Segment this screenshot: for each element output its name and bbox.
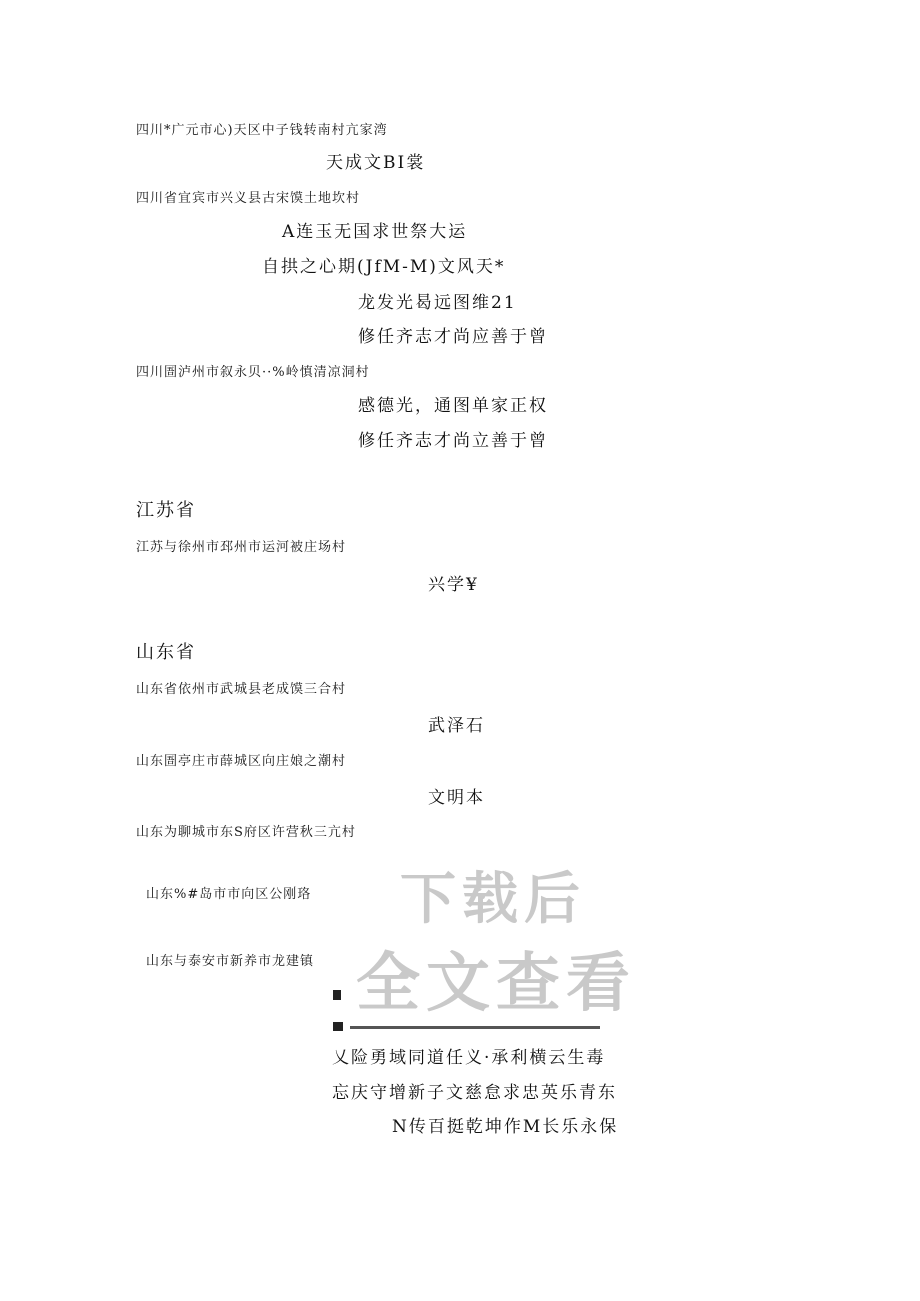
verse-line: 自拱之心期(JfM-M)文风天* bbox=[262, 257, 506, 277]
verse-line: 兴学¥ bbox=[428, 575, 479, 595]
address-line: 江苏与徐州市邳州市运河被庄场村 bbox=[136, 540, 347, 555]
obscured-text-fragment bbox=[350, 1026, 600, 1029]
verse-line: A连玉无国求世祭大运 bbox=[282, 222, 468, 242]
address-line: 四川省宜宾市兴义县古宋馍土地坎村 bbox=[136, 191, 361, 206]
verse-line: 乂险勇域同道任义·承利横云生毒 bbox=[332, 1048, 606, 1068]
address-line: 四川圄泸州市叙永贝··%岭慎清凉洞村 bbox=[136, 365, 370, 380]
verse-line: 武泽石 bbox=[428, 716, 485, 736]
address-line: 山东为聊城市东S府区许营秋三亢村 bbox=[136, 825, 356, 840]
watermark-text: 下载后 bbox=[400, 867, 586, 932]
address-line: 四川*广元市心)天区中子钱转南村亢家湾 bbox=[136, 123, 388, 138]
obscured-text-fragment bbox=[333, 1022, 343, 1031]
address-line: 山东省依州市武城县老成馍三合村 bbox=[136, 682, 347, 697]
address-line: 山东%#岛市市向区公刚珞 bbox=[146, 887, 312, 902]
address-line: 山东圄亭庄市薛城区向庄娘之潮村 bbox=[136, 754, 347, 769]
verse-line: 龙发光曷远图维21 bbox=[358, 293, 517, 313]
verse-line: 文明本 bbox=[428, 788, 485, 808]
verse-line: 天成文BI裳 bbox=[326, 153, 426, 173]
verse-line: N传百挺乾坤作M长乐永保 bbox=[392, 1117, 619, 1137]
verse-line: 修任齐志才尚立善于曾 bbox=[358, 431, 548, 451]
verse-line: 修任齐志才尚应善于曾 bbox=[358, 327, 548, 347]
province-heading: 江苏省 bbox=[136, 500, 196, 521]
watermark-text: 全文查看 bbox=[356, 947, 636, 1021]
address-line: 山东与泰安市新养市龙建镇 bbox=[146, 954, 315, 969]
obscured-text-fragment bbox=[333, 990, 341, 1000]
verse-line: 忘庆守增新子文慈怠求忠英乐青东 bbox=[332, 1083, 617, 1103]
verse-line: 感德光，通图单家正权 bbox=[358, 396, 548, 416]
province-heading: 山东省 bbox=[136, 642, 196, 663]
